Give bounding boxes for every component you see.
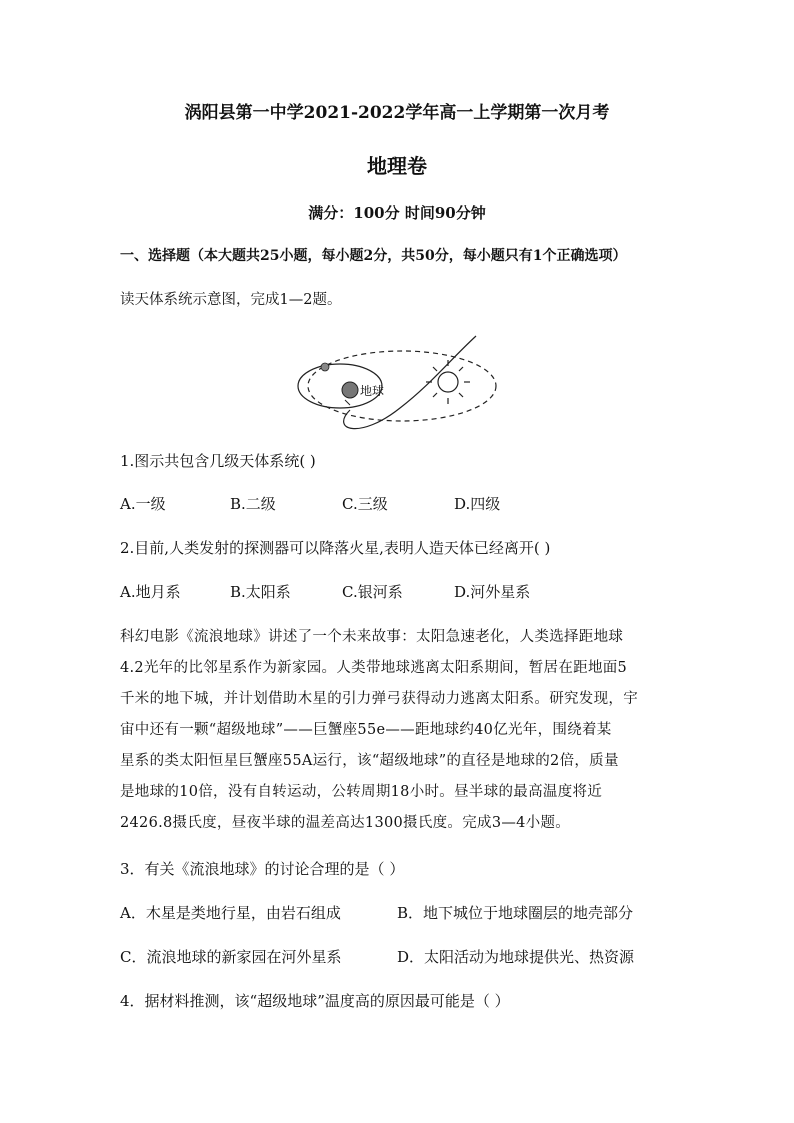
q2-option-b[interactable]: B.太阳系	[230, 583, 291, 601]
passage-line: 千米的地下城，并计划借助木星的引力弹弓获得动力逃离太阳系。研究发现，宇	[120, 691, 638, 707]
passage-line: 宙中还有一颗“超级地球”——巨蟹座55e——距地球约40亿光年，围绕着某	[120, 722, 612, 738]
passage-line: 2426.8摄氏度，昼夜半球的温差高达1300摄氏度。完成3—4小题。	[120, 815, 571, 831]
reading-passage	[120, 622, 676, 839]
q1-option-d[interactable]: D.四级	[454, 495, 501, 513]
question-4-stem: 4．据材料推测，该“超级地球”温度高的原因最可能是（ ）	[120, 992, 510, 1010]
earth-arrow	[345, 400, 350, 405]
q2-option-c[interactable]: C.银河系	[342, 583, 403, 601]
passage-line: 4.2光年的比邻星系作为新家园。人类带地球逃离太阳系期间，暂居在距地面5	[120, 660, 628, 676]
earth-orbit-dashed	[308, 351, 496, 421]
q2-option-d[interactable]: D.河外星系	[454, 583, 531, 601]
score-time-line: 满分：100分 时间90分钟	[308, 204, 486, 222]
intro-text: 读天体系统示意图，完成1—2题。	[120, 292, 342, 308]
earth-label: 地球	[360, 384, 385, 398]
q3-option-b[interactable]: B．地下城位于地球圈层的地壳部分	[397, 904, 634, 922]
q3-option-a[interactable]: A．木星是类地行星，由岩石组成	[120, 904, 341, 922]
moon-icon	[321, 363, 329, 371]
passage-line: 是地球的10倍，没有自转运动，公转周期18小时。昼半球的最高温度将近	[120, 784, 603, 800]
q2-option-a[interactable]: A.地月系	[120, 583, 181, 601]
question-2-stem: 2.目前,人类发射的探测器可以降落火星,表明人造天体已经离开( )	[120, 539, 551, 557]
sun-icon	[426, 360, 470, 404]
question-3-stem: 3．有关《流浪地球》的讨论合理的是（ ）	[120, 860, 405, 878]
q3-option-d[interactable]: D．太阳活动为地球提供光、热资源	[397, 948, 635, 966]
section-heading: 一、选择题（本大题共25小题，每小题2分，共50分，每小题只有1个正确选项）	[120, 248, 627, 264]
exam-title: 涡阳县第一中学2021-2022学年高一上学期第一次月考	[184, 103, 610, 123]
celestial-system-diagram	[290, 330, 500, 430]
question-1-stem: 1.图示共包含几级天体系统( )	[120, 452, 316, 470]
q1-option-c[interactable]: C.三级	[342, 495, 388, 513]
subject-title: 地理卷	[367, 154, 427, 178]
q1-option-a[interactable]: A.一级	[120, 495, 166, 513]
earth-icon	[342, 382, 358, 398]
q3-option-c[interactable]: C．流浪地球的新家园在河外星系	[120, 948, 342, 966]
passage-line: 科幻电影《流浪地球》讲述了一个未来故事：太阳急速老化，人类选择距地球	[120, 629, 624, 645]
passage-line: 星系的类太阳恒星巨蟹座55A运行，该“超级地球”的直径是地球的2倍，质量	[120, 753, 619, 769]
q1-option-b[interactable]: B.二级	[230, 495, 276, 513]
